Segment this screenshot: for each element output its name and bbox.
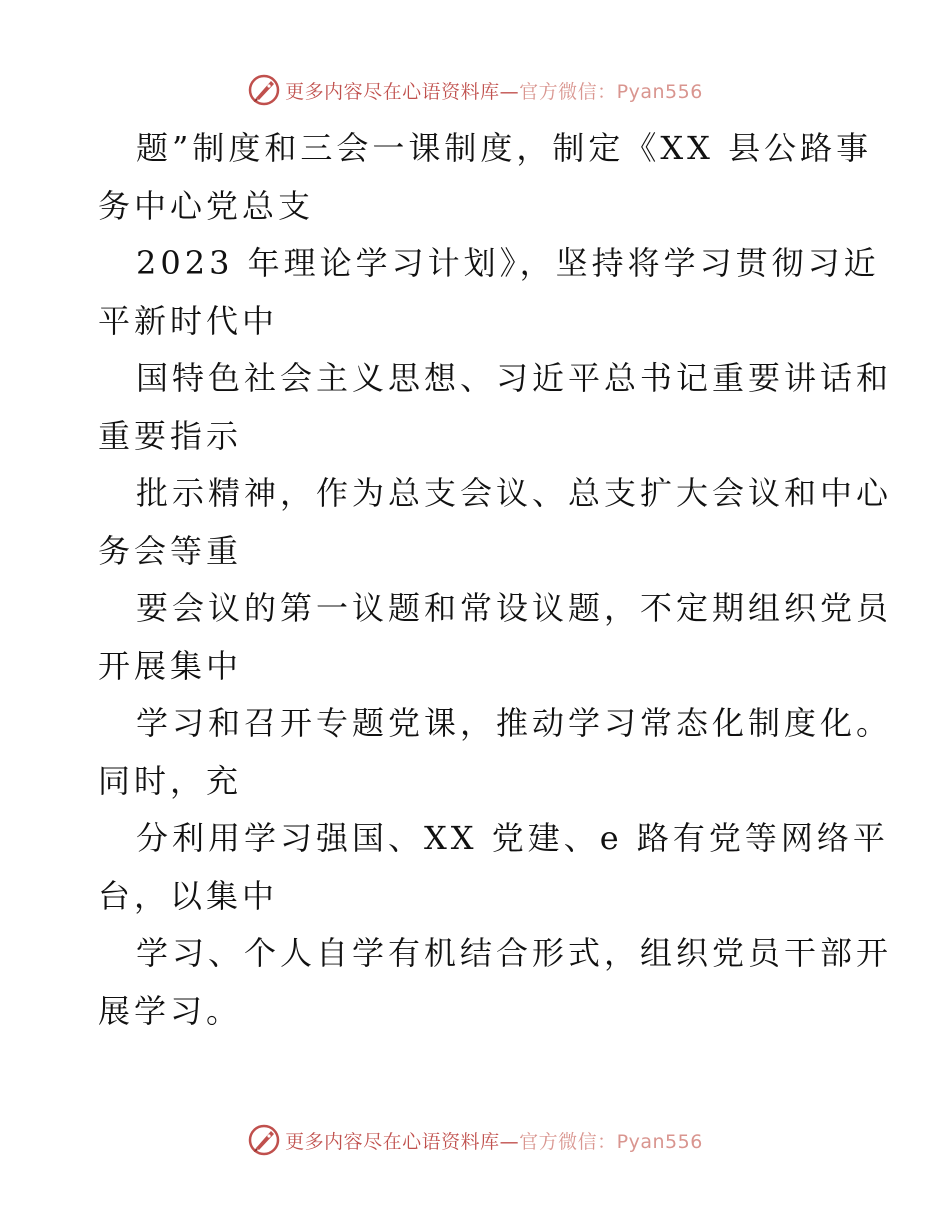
footer-watermark xyxy=(0,1122,950,1158)
watermark-dash: — xyxy=(499,1130,520,1153)
quill-pen-logo-icon xyxy=(247,73,281,107)
watermark-dash: — xyxy=(499,80,520,103)
watermark-main-text: 更多内容尽在心语资料库 xyxy=(285,1130,500,1153)
text-line: 题”制度和三会一课制度，制定《XX 县公路事 xyxy=(136,129,873,167)
quill-pen-logo-icon xyxy=(247,1123,281,1157)
text-line: 平新时代中 xyxy=(98,301,279,340)
watermark-text xyxy=(285,1127,703,1154)
text-line: 分利用学习强国、XX 党建、e 路有党等网络平 xyxy=(136,819,889,857)
text-line: 台，以集中 xyxy=(98,876,279,915)
watermark-wechat-text: 官方微信：Pyan556 xyxy=(519,1130,703,1153)
watermark-text xyxy=(285,77,703,104)
text-line: 学习、个人自学有机结合形式，组织党员干部开 xyxy=(136,934,893,972)
text-line: 展学习。 xyxy=(98,991,243,1030)
text-line: 学习和召开专题党课，推动学习常态化制度化。 xyxy=(136,704,893,742)
text-line: 2023 年理论学习计划》，坚持将学习贯彻习近 xyxy=(136,244,880,282)
text-line: 同时，充 xyxy=(98,761,243,800)
header-watermark xyxy=(0,72,950,108)
watermark-wechat-text: 官方微信：Pyan556 xyxy=(519,80,703,103)
document-body xyxy=(98,120,893,1040)
text-line: 国特色社会主义思想、习近平总书记重要讲话和 xyxy=(136,359,893,397)
watermark-main-text: 更多内容尽在心语资料库 xyxy=(285,80,500,103)
text-line: 务会等重 xyxy=(98,531,243,570)
text-line: 务中心党总支 xyxy=(98,186,315,225)
text-line: 批示精神，作为总支会议、总支扩大会议和中心 xyxy=(136,474,893,512)
text-line: 重要指示 xyxy=(98,416,243,455)
text-line: 要会议的第一议题和常设议题，不定期组织党员 xyxy=(136,589,893,627)
text-line: 开展集中 xyxy=(98,646,243,685)
